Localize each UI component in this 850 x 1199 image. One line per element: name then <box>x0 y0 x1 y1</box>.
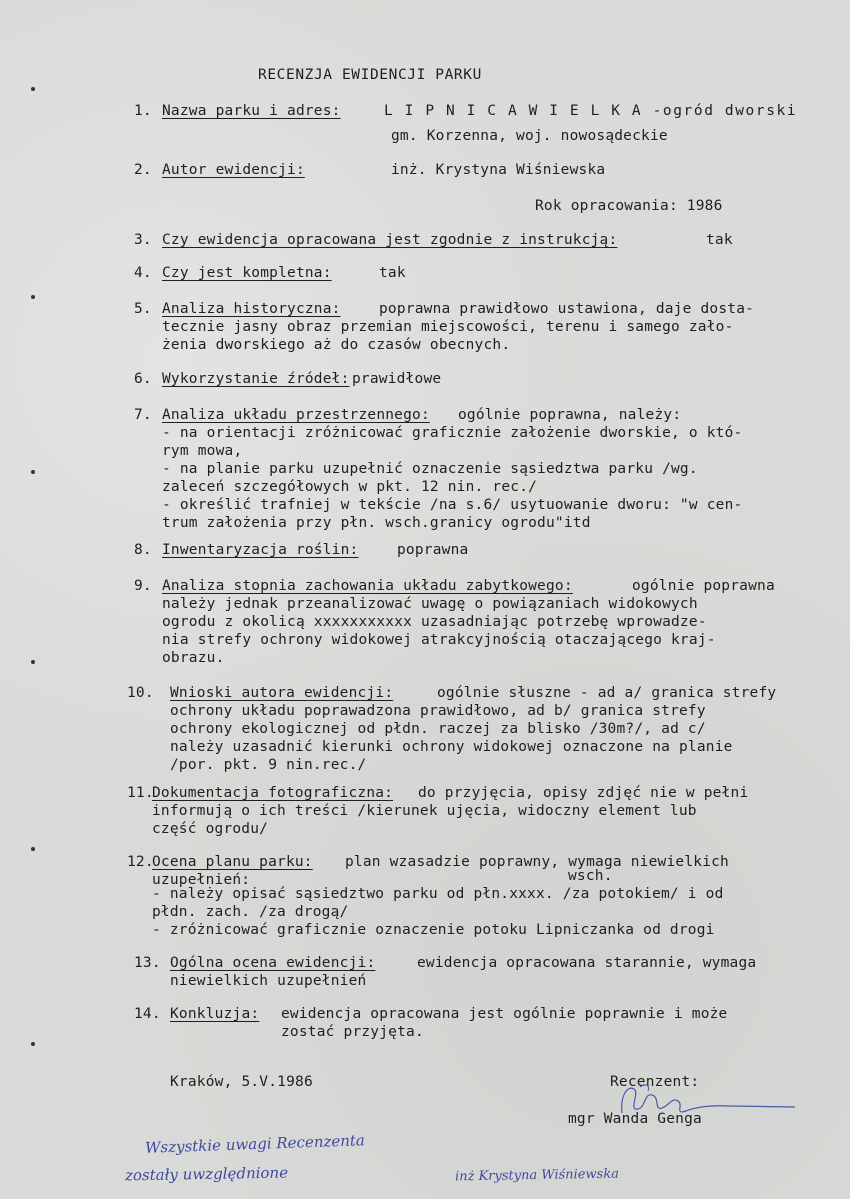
item-number: 2. <box>134 162 152 178</box>
item-text: - określić trafniej w tekście /na s.6/ usytuowanie dworu: "w cen- <box>162 497 743 513</box>
item-label: Wykorzystanie źródeł: <box>162 371 350 387</box>
item-number: 7. <box>134 407 152 423</box>
item-number: 8. <box>134 542 152 558</box>
item-text: płdn. zach. /za drogą/ <box>152 904 349 920</box>
item-text: należy uzasadnić kierunki ochrony widokowej oznaczone na planie <box>170 739 733 755</box>
item-text: L I P N I C A W I E L K A -ogród dworski <box>384 103 798 119</box>
item-text: tak <box>706 232 733 248</box>
item-number: 4. <box>134 265 152 281</box>
item-number: 5. <box>134 301 152 317</box>
item-number: 14. <box>134 1006 161 1022</box>
item-text: - zróżnicować graficznie oznaczenie potoku Lipniczanka od drogi <box>152 922 715 938</box>
reviewer-signature <box>600 1075 810 1125</box>
item-text: trum założenia przy płn. wsch.granicy ogrodu"itd <box>162 515 591 531</box>
item-text: - na planie parku uzupełnić oznaczenie sąsiedztwa parku /wg. <box>162 461 698 477</box>
item-text: część ogrodu/ <box>152 821 269 837</box>
item-label: Czy ewidencja opracowana jest zgodnie z instrukcją: <box>162 232 618 248</box>
item-number: 10. <box>127 685 154 701</box>
item-text: - należy opisać sąsiedztwo parku od płn.xxxx. /za potokiem/ i od <box>152 886 724 902</box>
item-text: rym mowa, <box>162 443 243 459</box>
margin-dot <box>31 295 35 299</box>
item-text: prawidłowe <box>352 371 442 387</box>
item-text: nia strefy ochrony widokowej atrakcyjnością otaczającego kraj- <box>162 632 716 648</box>
margin-dot <box>31 87 35 91</box>
item-label: Autor ewidencji: <box>162 162 305 178</box>
document-title: RECENZJA EWIDENCJI PARKU <box>258 67 482 83</box>
item-text: tak <box>379 265 406 281</box>
item-text: ewidencja opracowana jest ogólnie poprawnie i może <box>281 1006 728 1022</box>
item-label: Ogólna ocena ewidencji: <box>170 955 376 971</box>
item-text: zostać przyjęta. <box>281 1024 424 1040</box>
margin-dot <box>31 470 35 474</box>
place-date: Kraków, 5.V.1986 <box>170 1074 313 1090</box>
item-text: /por. pkt. 9 nin.rec./ <box>170 757 367 773</box>
item-label: Analiza historyczna: <box>162 301 341 317</box>
handwritten-note-line2: zostały uwzględnione <box>124 1163 289 1185</box>
item-number: 12. <box>127 854 154 870</box>
item-text: informują o ich treści /kierunek ujęcia, widoczny element lub <box>152 803 697 819</box>
item-label: Czy jest kompletna: <box>162 265 332 281</box>
item-number: 3. <box>134 232 152 248</box>
item-text: poprawna prawidłowo ustawiona, daje dosta- <box>379 301 755 317</box>
item-number: 9. <box>134 578 152 594</box>
item-label: Dokumentacja fotograficzna: <box>152 785 394 801</box>
handwritten-note-line1: Wszystkie uwagi Recenzenta <box>144 1131 366 1157</box>
item-label: Wnioski autora ewidencji: <box>170 685 394 701</box>
item-label: Konkluzja: <box>170 1006 260 1022</box>
item-text: uzupełnień: <box>152 872 251 888</box>
item-text: Rok opracowania: 1986 <box>535 198 723 214</box>
item-text: poprawna <box>397 542 469 558</box>
reviewer-label: Recenzent: <box>610 1074 700 1090</box>
item-label: Inwentaryzacja roślin: <box>162 542 359 558</box>
item-text: ogrodu z okolicą xxxxxxxxxxx uzasadniając potrzebę wprowadze- <box>162 614 707 630</box>
item-text: niewielkich uzupełnień <box>170 973 367 989</box>
item-text: inż. Krystyna Wiśniewska <box>391 162 606 178</box>
item-text: ogólnie poprawna <box>632 578 775 594</box>
item-text: do przyjęcia, opisy zdjęć nie w pełni <box>418 785 749 801</box>
item-label: Analiza stopnia zachowania układu zabytkowego: <box>162 578 573 594</box>
margin-dot <box>31 660 35 664</box>
item-text: ogólnie słuszne - ad a/ granica strefy <box>437 685 777 701</box>
item-text: plan wzasadzie poprawny, wymaga niewielkich <box>345 854 729 870</box>
item-text: należy jednak przeanalizować uwagę o powiązaniach widokowych <box>162 596 698 612</box>
item-label: Nazwa parku i adres: <box>162 103 341 119</box>
margin-dot <box>31 1042 35 1046</box>
item-number: 13. <box>134 955 161 971</box>
item-text: ochrony układu poprawadzona prawidłowo, ad b/ granica strefy <box>170 703 706 719</box>
item-text: zaleceń szczegółowych w pkt. 12 nin. rec./ <box>162 479 538 495</box>
item-text: ochrony ekologicznej od płdn. raczej za blisko /30m?/, ad c/ <box>170 721 706 737</box>
item-label: Ocena planu parku: <box>152 854 313 870</box>
item-number: 6. <box>134 371 152 387</box>
reviewer-name: mgr Wanda Genga <box>568 1111 702 1127</box>
item-text: tecznie jasny obraz przemian miejscowości, terenu i samego zało- <box>162 319 734 335</box>
item-text: ewidencja opracowana starannie, wymaga <box>417 955 757 971</box>
item-text: obrazu. <box>162 650 225 666</box>
margin-dot <box>31 847 35 851</box>
item-text: wsch. <box>568 868 613 884</box>
item-number: 1. <box>134 103 152 119</box>
item-number: 11. <box>127 785 154 801</box>
handwritten-signature: inż Krystyna Wiśniewska <box>454 1166 620 1185</box>
item-text: - na orientacji zróżnicować graficznie założenie dworskie, o któ- <box>162 425 743 441</box>
item-text: gm. Korzenna, woj. nowosądeckie <box>391 128 668 144</box>
item-label: Analiza układu przestrzennego: <box>162 407 430 423</box>
item-text: ogólnie poprawna, należy: <box>458 407 682 423</box>
item-text: żenia dworskiego aż do czasów obecnych. <box>162 337 511 353</box>
